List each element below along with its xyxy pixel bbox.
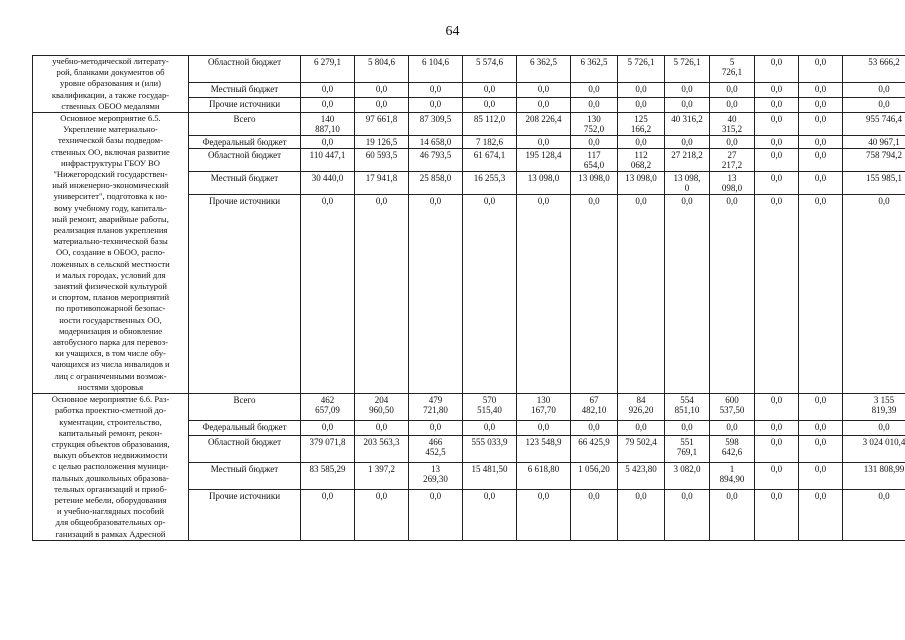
amount-cell: 479 721,80: [409, 394, 463, 421]
amount-cell: 79 502,4: [618, 436, 665, 463]
amount-cell: 0,0: [755, 195, 799, 394]
amount-cell: 0,0: [799, 436, 843, 463]
amount-cell: 0,0: [517, 195, 571, 394]
amount-cell: 0,0: [355, 489, 409, 540]
amount-cell: 84 926,20: [618, 394, 665, 421]
amount-cell: 0,0: [710, 136, 755, 149]
amount-cell: 1 894,90: [710, 462, 755, 489]
amount-cell: 0,0: [355, 82, 409, 97]
amount-cell: 140 887,10: [301, 113, 355, 136]
amount-cell: 5 726,1: [618, 56, 665, 83]
table-row: [33, 113, 905, 136]
amount-cell: 16 255,3: [463, 172, 517, 195]
amount-cell: 87 309,5: [409, 113, 463, 136]
amount-cell: 0,0: [665, 420, 710, 435]
amount-cell: 0,0: [571, 195, 618, 394]
amount-cell: 555 033,9: [463, 436, 517, 463]
amount-cell: 0,0: [409, 195, 463, 394]
amount-cell: 13 098,0: [710, 172, 755, 195]
amount-cell: 0,0: [755, 97, 799, 112]
amount-cell: 155 985,1: [843, 172, 905, 195]
amount-cell: 17 941,8: [355, 172, 409, 195]
amount-cell: 0,0: [463, 420, 517, 435]
funding-source: Федеральный бюджет: [189, 420, 301, 435]
amount-cell: 0,0: [409, 82, 463, 97]
amount-cell: 112 068,2: [618, 149, 665, 172]
table-row: [33, 56, 905, 83]
amount-cell: 0,0: [755, 149, 799, 172]
amount-cell: 0,0: [665, 489, 710, 540]
amount-cell: 130 167,70: [517, 394, 571, 421]
amount-cell: 0,0: [755, 489, 799, 540]
amount-cell: 598 642,6: [710, 436, 755, 463]
amount-cell: 0,0: [710, 489, 755, 540]
page-number: 64: [445, 24, 460, 39]
amount-cell: 3 155 819,39: [843, 394, 905, 421]
amount-cell: 85 112,0: [463, 113, 517, 136]
amount-cell: 0,0: [301, 420, 355, 435]
amount-cell: 0,0: [799, 149, 843, 172]
amount-cell: 6 618,80: [517, 462, 571, 489]
amount-cell: 0,0: [517, 97, 571, 112]
amount-cell: 125 166,2: [618, 113, 665, 136]
amount-cell: 0,0: [665, 136, 710, 149]
amount-cell: 570 515,40: [463, 394, 517, 421]
amount-cell: 5 423,80: [618, 462, 665, 489]
amount-cell: 0,0: [571, 489, 618, 540]
amount-cell: 0,0: [799, 462, 843, 489]
amount-cell: 0,0: [463, 97, 517, 112]
funding-source: Областной бюджет: [189, 436, 301, 463]
amount-cell: 13 098, 0: [665, 172, 710, 195]
amount-cell: 25 858,0: [409, 172, 463, 195]
funding-source: Всего: [189, 113, 301, 136]
amount-cell: 0,0: [355, 195, 409, 394]
amount-cell: 0,0: [755, 394, 799, 421]
amount-cell: 6 362,5: [571, 56, 618, 83]
amount-cell: 83 585,29: [301, 462, 355, 489]
funding-source: Местный бюджет: [189, 462, 301, 489]
amount-cell: 46 793,5: [409, 149, 463, 172]
amount-cell: 97 661,8: [355, 113, 409, 136]
amount-cell: 0,0: [799, 172, 843, 195]
amount-cell: 0,0: [843, 82, 905, 97]
amount-cell: 0,0: [409, 489, 463, 540]
amount-cell: 5 726,1: [665, 56, 710, 83]
amount-cell: 0,0: [755, 113, 799, 136]
amount-cell: 117 654,0: [571, 149, 618, 172]
amount-cell: 0,0: [618, 195, 665, 394]
amount-cell: 53 666,2: [843, 56, 905, 83]
amount-cell: 123 548,9: [517, 436, 571, 463]
amount-cell: 0,0: [755, 82, 799, 97]
amount-cell: 0,0: [463, 195, 517, 394]
budget-table: [32, 55, 905, 541]
table-row: [33, 394, 905, 421]
amount-cell: 1 397,2: [355, 462, 409, 489]
amount-cell: 0,0: [618, 420, 665, 435]
amount-cell: 67 482,10: [571, 394, 618, 421]
amount-cell: 0,0: [618, 97, 665, 112]
amount-cell: 0,0: [618, 489, 665, 540]
amount-cell: 0,0: [517, 82, 571, 97]
amount-cell: 40 967,1: [843, 136, 905, 149]
amount-cell: 130 752,0: [571, 113, 618, 136]
funding-source: Всего: [189, 394, 301, 421]
amount-cell: 13 098,0: [571, 172, 618, 195]
amount-cell: 0,0: [843, 195, 905, 394]
amount-cell: 66 425,9: [571, 436, 618, 463]
amount-cell: 0,0: [755, 56, 799, 83]
amount-cell: 5 726,1: [710, 56, 755, 83]
amount-cell: 60 593,5: [355, 149, 409, 172]
amount-cell: 0,0: [755, 136, 799, 149]
amount-cell: 0,0: [355, 420, 409, 435]
amount-cell: 0,0: [301, 136, 355, 149]
amount-cell: 0,0: [665, 97, 710, 112]
amount-cell: 27 218,2: [665, 149, 710, 172]
amount-cell: 0,0: [799, 394, 843, 421]
amount-cell: 61 674,1: [463, 149, 517, 172]
amount-cell: 0,0: [799, 82, 843, 97]
amount-cell: 15 481,50: [463, 462, 517, 489]
amount-cell: 0,0: [517, 420, 571, 435]
amount-cell: 0,0: [843, 420, 905, 435]
amount-cell: 0,0: [710, 82, 755, 97]
amount-cell: 0,0: [799, 489, 843, 540]
amount-cell: 379 071,8: [301, 436, 355, 463]
activity-description: Основное мероприятие 6.5. Укрепление материально- технической базы подведом- ственных ОО, включая развитие инфраструктуры ГБОУ ВО "Нижегородский государствен- ный инженерно-экономический университет", подготовка к но- вому учебному году, капиталь- ный ремонт, аварийные работы, реализация планов укрепления материально-технической базы ОО, создание в ОБОО, распо- ложенных в сельской местности и малых городах, условий для занятий физической культурой и спортом, планов мероприятий по противопожарной безопас- ности государственных ОО, модернизация и обновление автобусного парка для перевоз- ки учащихся, в том числе обу- чающихся из числа инвалидов и лиц с ограниченными возмож- ностями здоровья: [33, 113, 189, 394]
amount-cell: 3 082,0: [665, 462, 710, 489]
amount-cell: 0,0: [710, 420, 755, 435]
amount-cell: 0,0: [301, 82, 355, 97]
amount-cell: 0,0: [665, 82, 710, 97]
amount-cell: 0,0: [409, 97, 463, 112]
amount-cell: 0,0: [799, 195, 843, 394]
amount-cell: 40 316,2: [665, 113, 710, 136]
amount-cell: 0,0: [755, 462, 799, 489]
amount-cell: 0,0: [517, 136, 571, 149]
amount-cell: 0,0: [517, 489, 571, 540]
amount-cell: 0,0: [843, 97, 905, 112]
amount-cell: 0,0: [843, 489, 905, 540]
amount-cell: 5 804,6: [355, 56, 409, 83]
amount-cell: 0,0: [799, 136, 843, 149]
amount-cell: 13 269,30: [409, 462, 463, 489]
amount-cell: 466 452,5: [409, 436, 463, 463]
funding-source: Областной бюджет: [189, 149, 301, 172]
amount-cell: 6 362,5: [517, 56, 571, 83]
amount-cell: 131 808,99: [843, 462, 905, 489]
amount-cell: 204 960,50: [355, 394, 409, 421]
amount-cell: 27 217,2: [710, 149, 755, 172]
amount-cell: 195 128,4: [517, 149, 571, 172]
funding-source: Прочие источники: [189, 195, 301, 394]
amount-cell: 14 658,0: [409, 136, 463, 149]
funding-source: Прочие источники: [189, 489, 301, 540]
amount-cell: 13 098,0: [618, 172, 665, 195]
amount-cell: 551 769,1: [665, 436, 710, 463]
amount-cell: 0,0: [755, 172, 799, 195]
activity-description: Основное мероприятие 6.6. Раз- работка проектно-сметной до- кументации, строительство, капитальный ремонт, рекон- струкция объектов образования, выкуп объектов недвижимости с целью расположения муници- пальных дошкольных образова- тельных организаций и приоб- ретение мебели, оборудования и учебно-наглядных пособий для общеобразовательных ор- ганизаций в рамках Адресной: [33, 394, 189, 541]
amount-cell: 3 024 010,4: [843, 436, 905, 463]
amount-cell: 0,0: [799, 56, 843, 83]
amount-cell: 0,0: [665, 195, 710, 394]
amount-cell: 30 440,0: [301, 172, 355, 195]
amount-cell: 5 574,6: [463, 56, 517, 83]
funding-source: Местный бюджет: [189, 82, 301, 97]
amount-cell: 0,0: [755, 420, 799, 435]
funding-source: Местный бюджет: [189, 172, 301, 195]
amount-cell: 554 851,10: [665, 394, 710, 421]
amount-cell: 0,0: [571, 97, 618, 112]
funding-source: Прочие источники: [189, 97, 301, 112]
amount-cell: 0,0: [301, 489, 355, 540]
amount-cell: 0,0: [799, 113, 843, 136]
amount-cell: 0,0: [799, 420, 843, 435]
amount-cell: 0,0: [755, 436, 799, 463]
amount-cell: 0,0: [710, 97, 755, 112]
amount-cell: 0,0: [301, 97, 355, 112]
amount-cell: 203 563,3: [355, 436, 409, 463]
amount-cell: 7 182,6: [463, 136, 517, 149]
amount-cell: 40 315,2: [710, 113, 755, 136]
funding-source: Федеральный бюджет: [189, 136, 301, 149]
amount-cell: 462 657,09: [301, 394, 355, 421]
amount-cell: 758 794,2: [843, 149, 905, 172]
amount-cell: 0,0: [355, 97, 409, 112]
amount-cell: 955 746,4: [843, 113, 905, 136]
amount-cell: 0,0: [409, 420, 463, 435]
amount-cell: 0,0: [301, 195, 355, 394]
amount-cell: 110 447,1: [301, 149, 355, 172]
activity-description: учебно-методической литерату- рой, бланками документов об уровне образования и (или) квалификации, а также государ- ственных ОБОО медалями: [33, 56, 189, 113]
amount-cell: 0,0: [463, 489, 517, 540]
amount-cell: 0,0: [463, 82, 517, 97]
amount-cell: 0,0: [571, 82, 618, 97]
amount-cell: 0,0: [710, 195, 755, 394]
funding-source: Областной бюджет: [189, 56, 301, 83]
amount-cell: 19 126,5: [355, 136, 409, 149]
amount-cell: 6 104,6: [409, 56, 463, 83]
amount-cell: 0,0: [799, 97, 843, 112]
amount-cell: 600 537,50: [710, 394, 755, 421]
amount-cell: 1 056,20: [571, 462, 618, 489]
amount-cell: 13 098,0: [517, 172, 571, 195]
amount-cell: 0,0: [618, 82, 665, 97]
amount-cell: 6 279,1: [301, 56, 355, 83]
amount-cell: 0,0: [571, 420, 618, 435]
amount-cell: 208 226,4: [517, 113, 571, 136]
amount-cell: 0,0: [618, 136, 665, 149]
amount-cell: 0,0: [571, 136, 618, 149]
